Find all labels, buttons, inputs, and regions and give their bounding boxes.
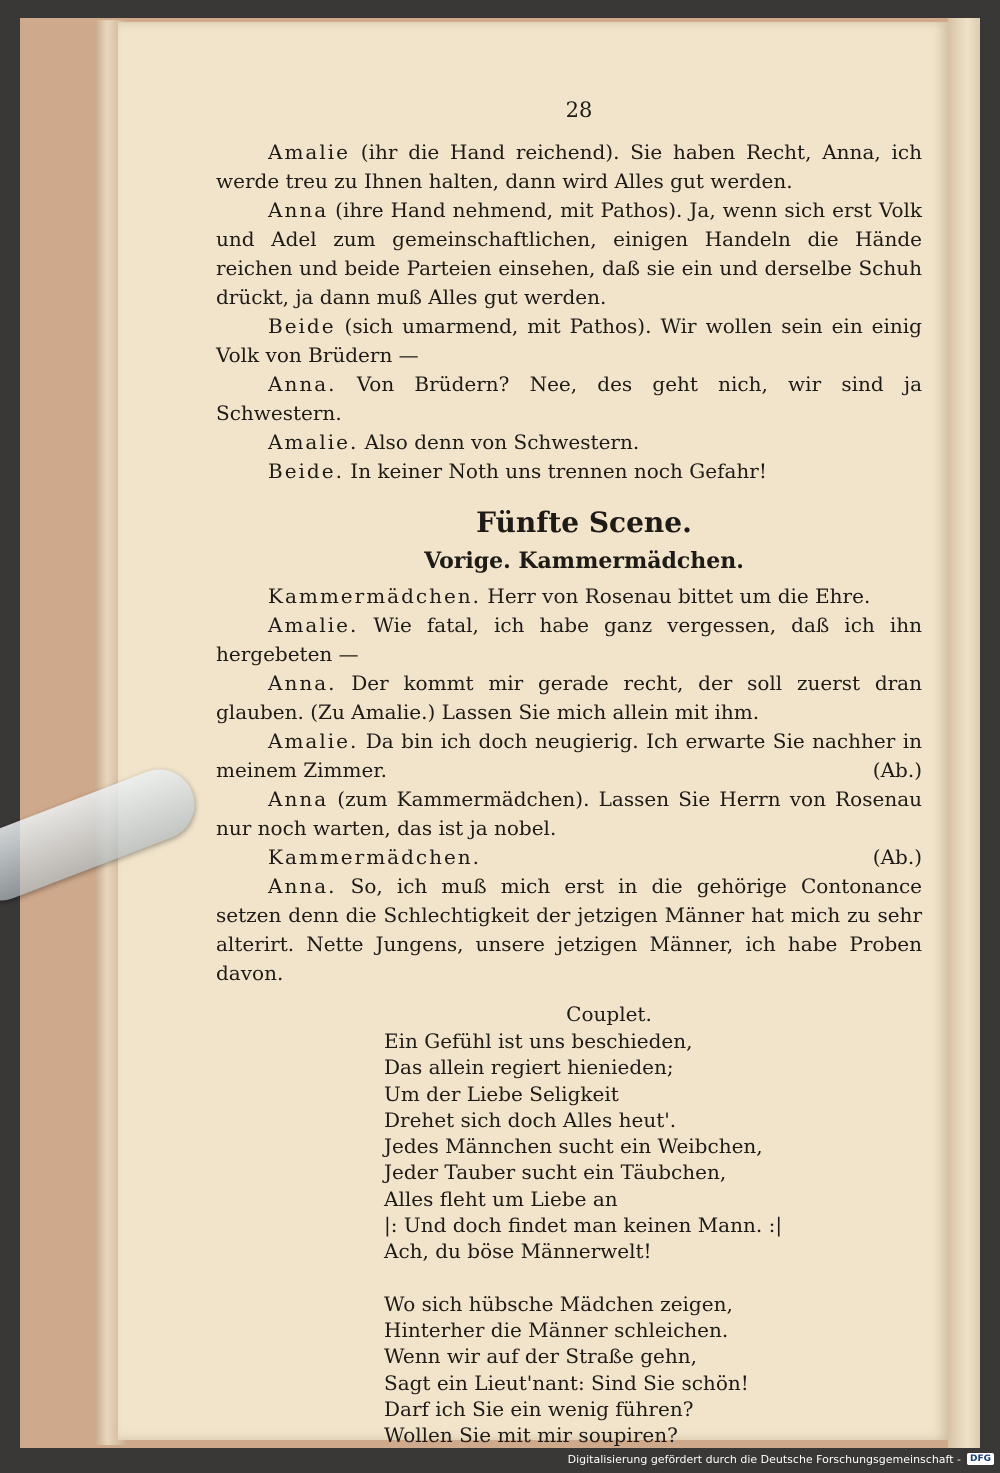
- verse-line: |: Und doch findet man keinen Mann. :|: [384, 1213, 783, 1238]
- dialogue-paragraph: [216, 785, 922, 843]
- speaker-name: Anna.: [268, 874, 337, 898]
- verse-line: Drehet sich doch Alles heut'.: [384, 1107, 677, 1132]
- speaker-name: Kammermädchen.: [268, 584, 482, 608]
- verse-line: Darf ich Sie ein wenig führen?: [384, 1396, 694, 1421]
- verse-line: Wo sich hübsche Mädchen zeigen,: [384, 1291, 733, 1316]
- dialogue-block-b: [216, 582, 922, 988]
- couplet-verses: [384, 1028, 922, 1448]
- dialogue-paragraph: [216, 727, 922, 785]
- dialogue-paragraph: [216, 196, 922, 312]
- speaker-name: Kammermädchen.: [268, 845, 482, 869]
- dialogue-text: Wie fatal, ich habe ganz vergessen, daß ich ihn hergebeten —: [216, 613, 922, 666]
- page-text: [216, 98, 922, 1448]
- digitization-footer: [568, 1449, 994, 1469]
- dialogue-paragraph: [216, 669, 922, 727]
- scene-title: Fünfte Scene.: [476, 506, 692, 539]
- speaker-name: Amalie.: [268, 613, 359, 637]
- dialogue-text: So, ich muß mich erst in die gehörige Contonance setzen denn die Schlechtigkeit der jetzigen Männer hat mich zu sehr alterirt. Nette Jungens, unsere jetzigen Männer, ich habe Proben davon.: [216, 874, 922, 985]
- dialogue-paragraph: [216, 582, 922, 611]
- speaker-name: Amalie: [268, 140, 350, 164]
- dfg-logo-icon: DFG: [967, 1453, 994, 1465]
- stage-direction-exit: (Ab.): [872, 845, 922, 869]
- verse-line: Jedes Männchen sucht ein Weibchen,: [384, 1134, 763, 1159]
- dialogue-text: Von Brüdern? Nee, des geht nich, wir sind ja Schwestern.: [216, 372, 922, 425]
- dialogue-block-a: [216, 138, 922, 486]
- speaker-name: Amalie.: [268, 430, 359, 454]
- dialogue-text: (ihr die Hand reichend). Sie haben Recht, Anna, ich werde treu zu Ihnen halten, dann wird Alles gut werden.: [216, 140, 922, 193]
- speaker-name: Beide: [268, 314, 336, 338]
- dfg-credit-text: Digitalisierung gefördert durch die Deutsche Forschungsgemeinschaft -: [567, 1452, 961, 1466]
- speaker-name: Anna.: [268, 372, 337, 396]
- dialogue-paragraph: [216, 138, 922, 196]
- speaker-name: Anna.: [268, 671, 337, 695]
- verse-line: Hinterher die Männer schleichen.: [384, 1317, 729, 1342]
- dialogue-text: (sich umarmend, mit Pathos). Wir wollen sein ein einig Volk von Brüdern —: [216, 314, 922, 367]
- dialogue-text: Also denn von Schwestern.: [358, 430, 640, 454]
- dialogue-text: Herr von Rosenau bittet um die Ehre.: [481, 584, 871, 608]
- verse-line: Sagt ein Lieut'nant: Sind Sie schön!: [384, 1370, 749, 1395]
- verse-line: Ach, du böse Männerwelt!: [384, 1239, 652, 1264]
- dialogue-paragraph: [216, 457, 922, 486]
- verse-line: Wenn wir auf der Straße gehn,: [384, 1344, 697, 1369]
- dialogue-paragraph: [216, 370, 922, 428]
- speaker-name: Amalie.: [268, 729, 359, 753]
- dialogue-text: Der kommt mir gerade recht, der soll zuerst dran glauben. (Zu Amalie.) Lassen Sie mich allein mit ihm.: [216, 671, 922, 724]
- verse-line: Wollen Sie mit mir soupiren?: [384, 1423, 678, 1448]
- verse-line: Um der Liebe Seligkeit: [384, 1081, 619, 1106]
- speaker-name: Anna: [268, 787, 329, 811]
- page-number: 28: [565, 98, 593, 122]
- couplet-title: Couplet.: [566, 1002, 652, 1026]
- stage-direction-exit: (Ab.): [872, 758, 922, 782]
- dialogue-paragraph: [216, 611, 922, 669]
- speaker-name: Anna: [268, 198, 329, 222]
- speaker-name: Beide.: [268, 459, 344, 483]
- dialogue-paragraph: [216, 428, 922, 457]
- page-right-edge: [948, 18, 980, 1448]
- dialogue-text: Da bin ich doch neugierig. Ich erwarte Sie nachher in meinem Zimmer.: [216, 729, 922, 782]
- verse-line: Das allein regiert hienieden;: [384, 1055, 674, 1080]
- scene-cast: Vorige. Kammermädchen.: [424, 548, 744, 574]
- dialogue-text: (ihre Hand nehmend, mit Pathos). Ja, wenn sich erst Volk und Adel zum gemeinschaftlichen, einigen Handeln die Hände reichen und beide Parteien einsehen, daß sie ein und derselbe Schuh drückt, ja dann muß Alles gut werden.: [216, 198, 922, 309]
- dialogue-paragraph: [216, 872, 922, 988]
- dialogue-paragraph: [216, 312, 922, 370]
- dialogue-text: (zum Kammermädchen). Lassen Sie Herrn von Rosenau nur noch warten, das ist ja nobel.: [216, 787, 922, 840]
- dialogue-text: In keiner Noth uns trennen noch Gefahr!: [343, 459, 767, 483]
- verse-line: Ein Gefühl ist uns beschieden,: [384, 1029, 693, 1053]
- dialogue-paragraph: [216, 843, 922, 872]
- verse-line: Alles fleht um Liebe an: [384, 1186, 618, 1211]
- stanza-divider: [384, 1265, 922, 1291]
- verse-line: Jeder Tauber sucht ein Täubchen,: [384, 1160, 727, 1185]
